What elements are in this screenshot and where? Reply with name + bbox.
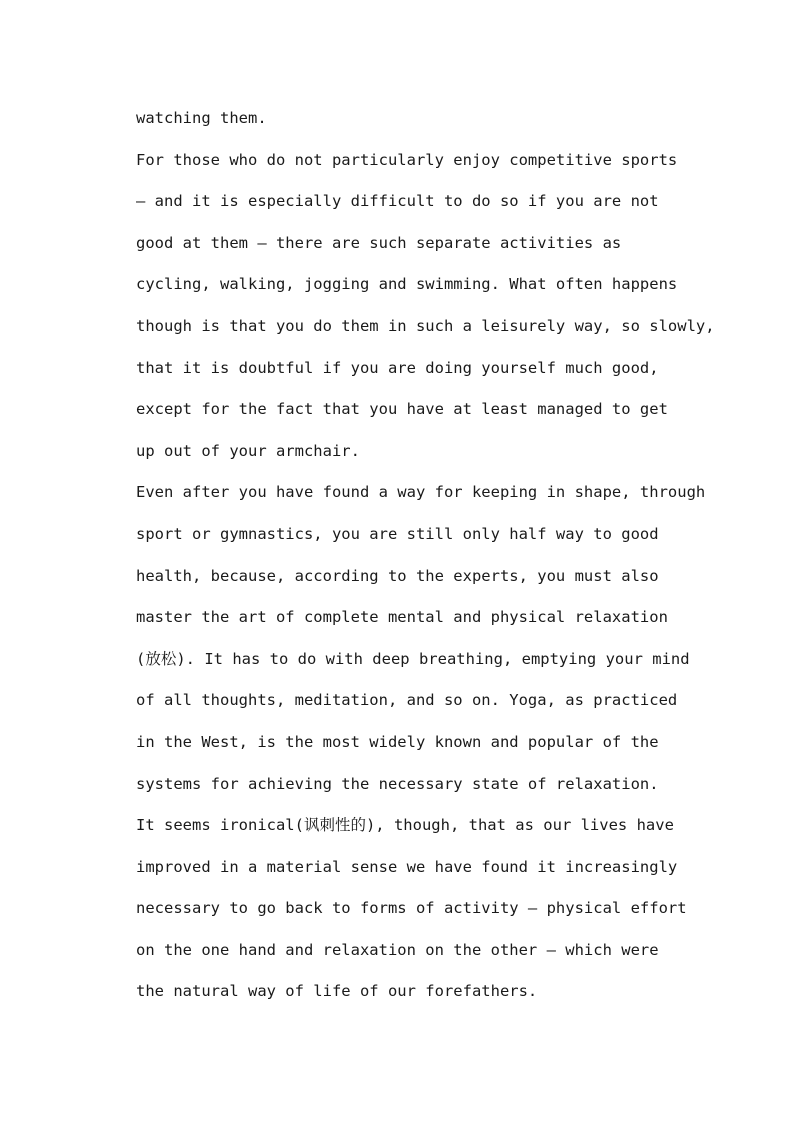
text-line: good at them — there are such separate activities as: [136, 233, 622, 252]
text-line: systems for achieving the necessary state of relaxation.: [136, 774, 659, 793]
text-line: master the art of complete mental and physical relaxation: [136, 608, 668, 627]
text-line: improved in a material sense we have found it increasingly: [136, 857, 678, 876]
text-line: up out of your armchair.: [136, 441, 360, 460]
text-line: cycling, walking, jogging and swimming. What often happens: [136, 275, 678, 294]
text-line: sport or gymnastics, you are still only half way to good: [136, 524, 659, 543]
text-line: of all thoughts, meditation, and so on. Yoga, as practiced: [136, 691, 678, 710]
text-line: It seems ironical(讽刺性的), though, that as our lives have: [136, 816, 674, 835]
text-line: Even after you have found a way for keeping in shape, through: [136, 483, 706, 502]
text-line: in the West, is the most widely known and popular of the: [136, 732, 659, 751]
text-line: on the one hand and relaxation on the other — which were: [136, 940, 659, 959]
text-line: — and it is especially difficult to do so if you are not: [136, 192, 659, 211]
body-text: [136, 104, 776, 1019]
text-line: watching them.: [136, 109, 267, 127]
text-line: the natural way of life of our forefathers.: [136, 982, 538, 1001]
text-line: except for the fact that you have at least managed to get: [136, 400, 668, 419]
text-line: necessary to go back to forms of activity — physical effort: [136, 899, 687, 918]
text-line: that it is doubtful if you are doing yourself much good,: [136, 358, 659, 377]
text-line: health, because, according to the experts, you must also: [136, 566, 659, 585]
text-line: (放松). It has to do with deep breathing, emptying your mind: [136, 649, 690, 668]
text-line: though is that you do them in such a leisurely way, so slowly,: [136, 316, 715, 335]
text-line: For those who do not particularly enjoy competitive sports: [136, 150, 678, 169]
